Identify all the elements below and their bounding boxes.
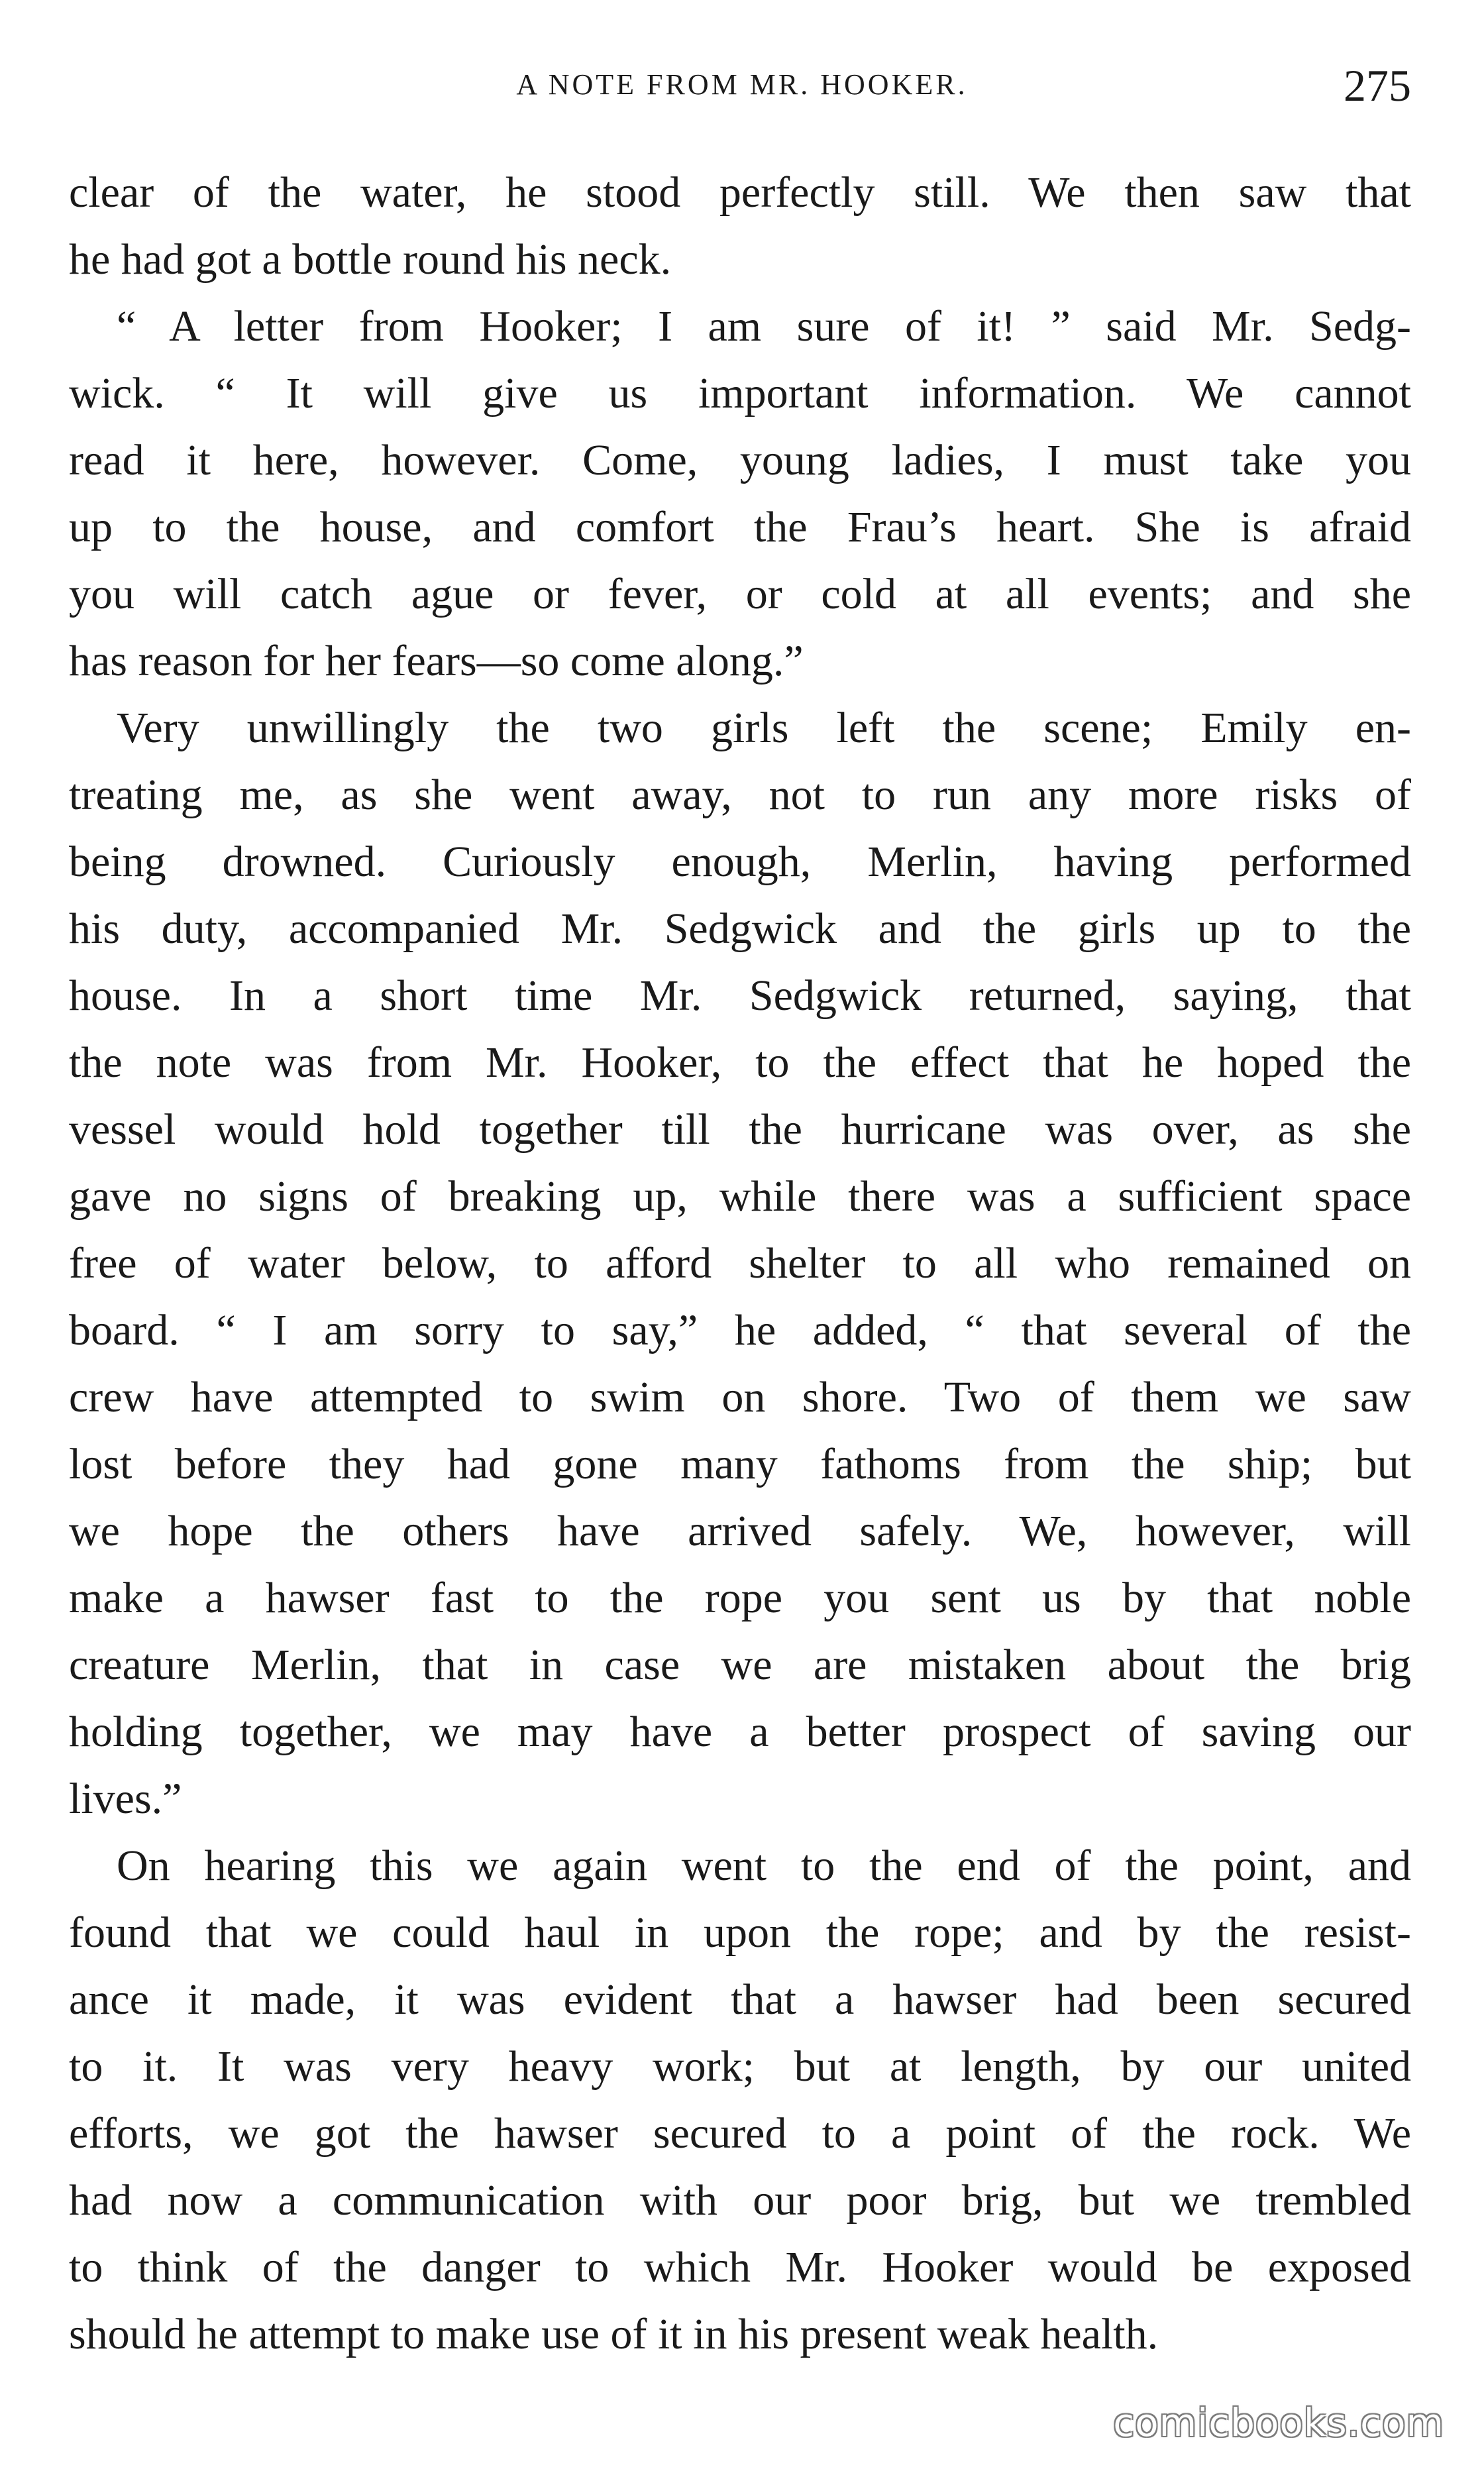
text-line: has reason for her fears—so come along.” [69,637,804,685]
page-number: 275 [1344,60,1411,111]
text-line: ance it made, it was evident that a hawser had been secured [69,1975,1411,2024]
text-line: free of water below, to afford shelter to all who remained on [69,1239,1411,1288]
text-line: lost before they had gone many fathoms from the ship; but [69,1440,1411,1488]
text-line: board. “ I am sorry to say,” he added, “ that several of the [69,1306,1411,1354]
text-line: creature Merlin, that in case we are mistaken about the brig [69,1641,1411,1689]
text-line: his duty, accompanied Mr. Sedgwick and the girls up to the [69,905,1411,953]
text-line: had now a communication with our poor brig, but we trembled [69,2176,1411,2225]
text-line: gave no signs of breaking up, while there was a sufficient space [69,1172,1411,1221]
text-line: up to the house, and comfort the Frau’s heart. She is afraid [69,503,1411,551]
running-title: A NOTE FROM MR. HOOKER. [516,68,968,101]
text-line: he had got a bottle round his neck. [69,235,672,284]
text-line: vessel would hold together till the hurricane was over, as she [69,1105,1411,1154]
text-line: to think of the danger to which Mr. Hooker would be exposed [69,2243,1411,2291]
text-line: house. In a short time Mr. Sedgwick returned, saying, that [69,971,1411,1020]
body-text [69,159,1411,2368]
text-line: holding together, we may have a better prospect of saving our [69,1708,1411,1756]
text-line: wick. “ It will give us important information. We cannot [69,369,1411,417]
text-line: crew have attempted to swim on shore. Two of them we saw [69,1373,1411,1421]
watermark: comicbooks.com [1113,2400,1444,2445]
text-line: “ A letter from Hooker; I am sure of it! ” said Mr. Sedg- [117,302,1411,351]
text-line: should he attempt to make use of it in his present weak health. [69,2310,1159,2358]
text-line: found that we could haul in upon the rope; and by the resist- [69,1908,1411,1957]
text-line: clear of the water, he stood perfectly still. We then saw that [69,168,1411,217]
text-line: you will catch ague or fever, or cold at all events; and she [69,570,1411,618]
text-line: Very unwillingly the two girls left the scene; Emily en- [117,704,1411,752]
text-line: make a hawser fast to the rope you sent us by that noble [69,1574,1411,1622]
text-line: being drowned. Curiously enough, Merlin, having performed [69,838,1411,886]
text-line: we hope the others have arrived safely. We, however, will [69,1507,1411,1555]
text-line: treating me, as she went away, not to run any more risks of [69,771,1411,819]
text-line: On hearing this we again went to the end of the point, and [117,1841,1411,1890]
text-line: efforts, we got the hawser secured to a point of the rock. We [69,2109,1411,2158]
running-header [73,61,1411,114]
text-line: read it here, however. Come, young ladies, I must take you [69,436,1411,484]
text-line: the note was from Mr. Hooker, to the effect that he hoped the [69,1038,1411,1087]
text-line: lives.” [69,1775,182,1823]
text-line: to it. It was very heavy work; but at length, by our united [69,2042,1411,2091]
